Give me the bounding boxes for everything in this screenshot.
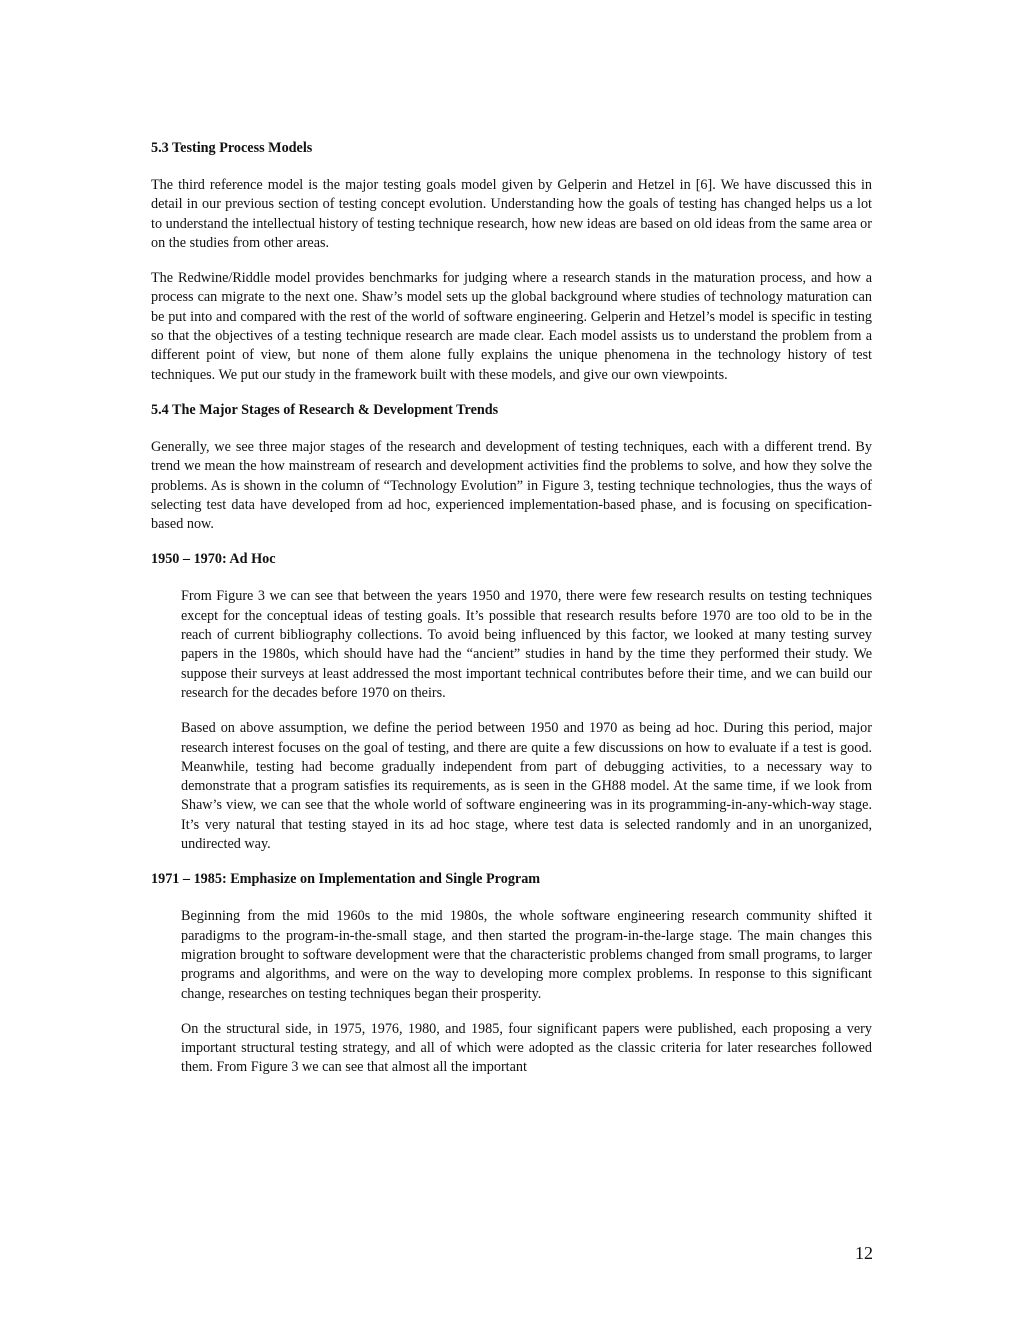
document-page — [151, 139, 872, 1094]
paragraph: Generally, we see three major stages of the research and development of testing techniques, each with a different trend. By trend we mean the how mainstream of research and development activities find the problems to solve, and how they solve the problems. As is shown in the column of “Technology Evolution” in Figure 3, testing technique technologies, thus the ways of selecting test data have developed from ad hoc, experienced implementation-based phase, and is focusing on specification-based now. — [151, 438, 872, 533]
page-number: 12 — [855, 1243, 873, 1263]
subsection-heading-1971-1985: 1971 – 1985: Emphasize on Implementation and Single Program — [151, 871, 541, 888]
paragraph: The third reference model is the major testing goals model given by Gelperin and Hetzel in [6]. We have discussed this in detail in our previous section of testing concept evolution. Understanding how the goals of testing has changed helps us a lot to understand the intellectual history of testing technique research, how new ideas are based on old ideas from the same area or on the studies from other areas. — [151, 177, 872, 251]
paragraph: On the structural side, in 1975, 1976, 1980, and 1985, four significant papers were published, each proposing a very important structural testing strategy, and all of which were adopted as the classic criteria for later researches followed them. From Figure 3 we can see that almost all the important — [181, 1020, 872, 1076]
section-heading-5-4: 5.4 The Major Stages of Research & Development Trends — [151, 401, 499, 418]
subsection-heading-1950-1970: 1950 – 1970: Ad Hoc — [151, 551, 276, 568]
paragraph: From Figure 3 we can see that between the years 1950 and 1970, there were few research results on testing techniques except for the conceptual ideas of testing goals. It’s possible that research results before 1970 are too old to be in the reach of current bibliography collections. To avoid being influenced by this factor, we looked at many testing survey papers in the 1980s, which should have had the “ancient” studies in hand by the time they performed their study. We suppose their surveys at least addressed the most important technical contributes before their time, and we can build our research for the decades before 1970 on theirs. — [181, 588, 872, 701]
section-heading-5-3: 5.3 Testing Process Models — [151, 140, 313, 156]
paragraph: Beginning from the mid 1960s to the mid 1980s, the whole software engineering research community shifted it paradigms to the program-in-the-small stage, and then started the program-in-the-large stage. The main changes this migration brought to software development were that the characteristic problems changed from small programs, to larger programs and algorithms, and were on the way to developing more complex problems. In response to this significant change, researches on testing techniques began their prosperity. — [181, 908, 872, 1002]
paragraph: The Redwine/Riddle model provides benchmarks for judging where a research stands in the maturation process, and how a process can migrate to the next one. Shaw’s model sets up the global background where studies of technology maturation can be put into and compared with the rest of the world of software engineering. Gelperin and Hetzel’s model is specific in testing so that the objectives of a testing technique research are made clear. Each model assists us to understand the problem from a different point of view, but none of them alone fully explains the unique phenomena in the technology history of test techniques. We put our study in the framework built with these models, and give our own viewpoints. — [151, 270, 872, 383]
paragraph: Based on above assumption, we define the period between 1950 and 1970 as being ad hoc. During this period, major research interest focuses on the goal of testing, and there are quite a few discussions on how to evaluate if a test is good. Meanwhile, testing had become gradually independent from part of debugging activities, to a necessary way to demonstrate that a program satisfies its requirements, as is seen in the GH88 model. At the same time, if we look from Shaw’s view, we can see that the whole world of software engineering was in its programming-in-any-which-way stage. It’s very natural that testing stayed in its ad hoc stage, where test data is selected randomly and in an unorganized, undirected way. — [181, 720, 872, 853]
